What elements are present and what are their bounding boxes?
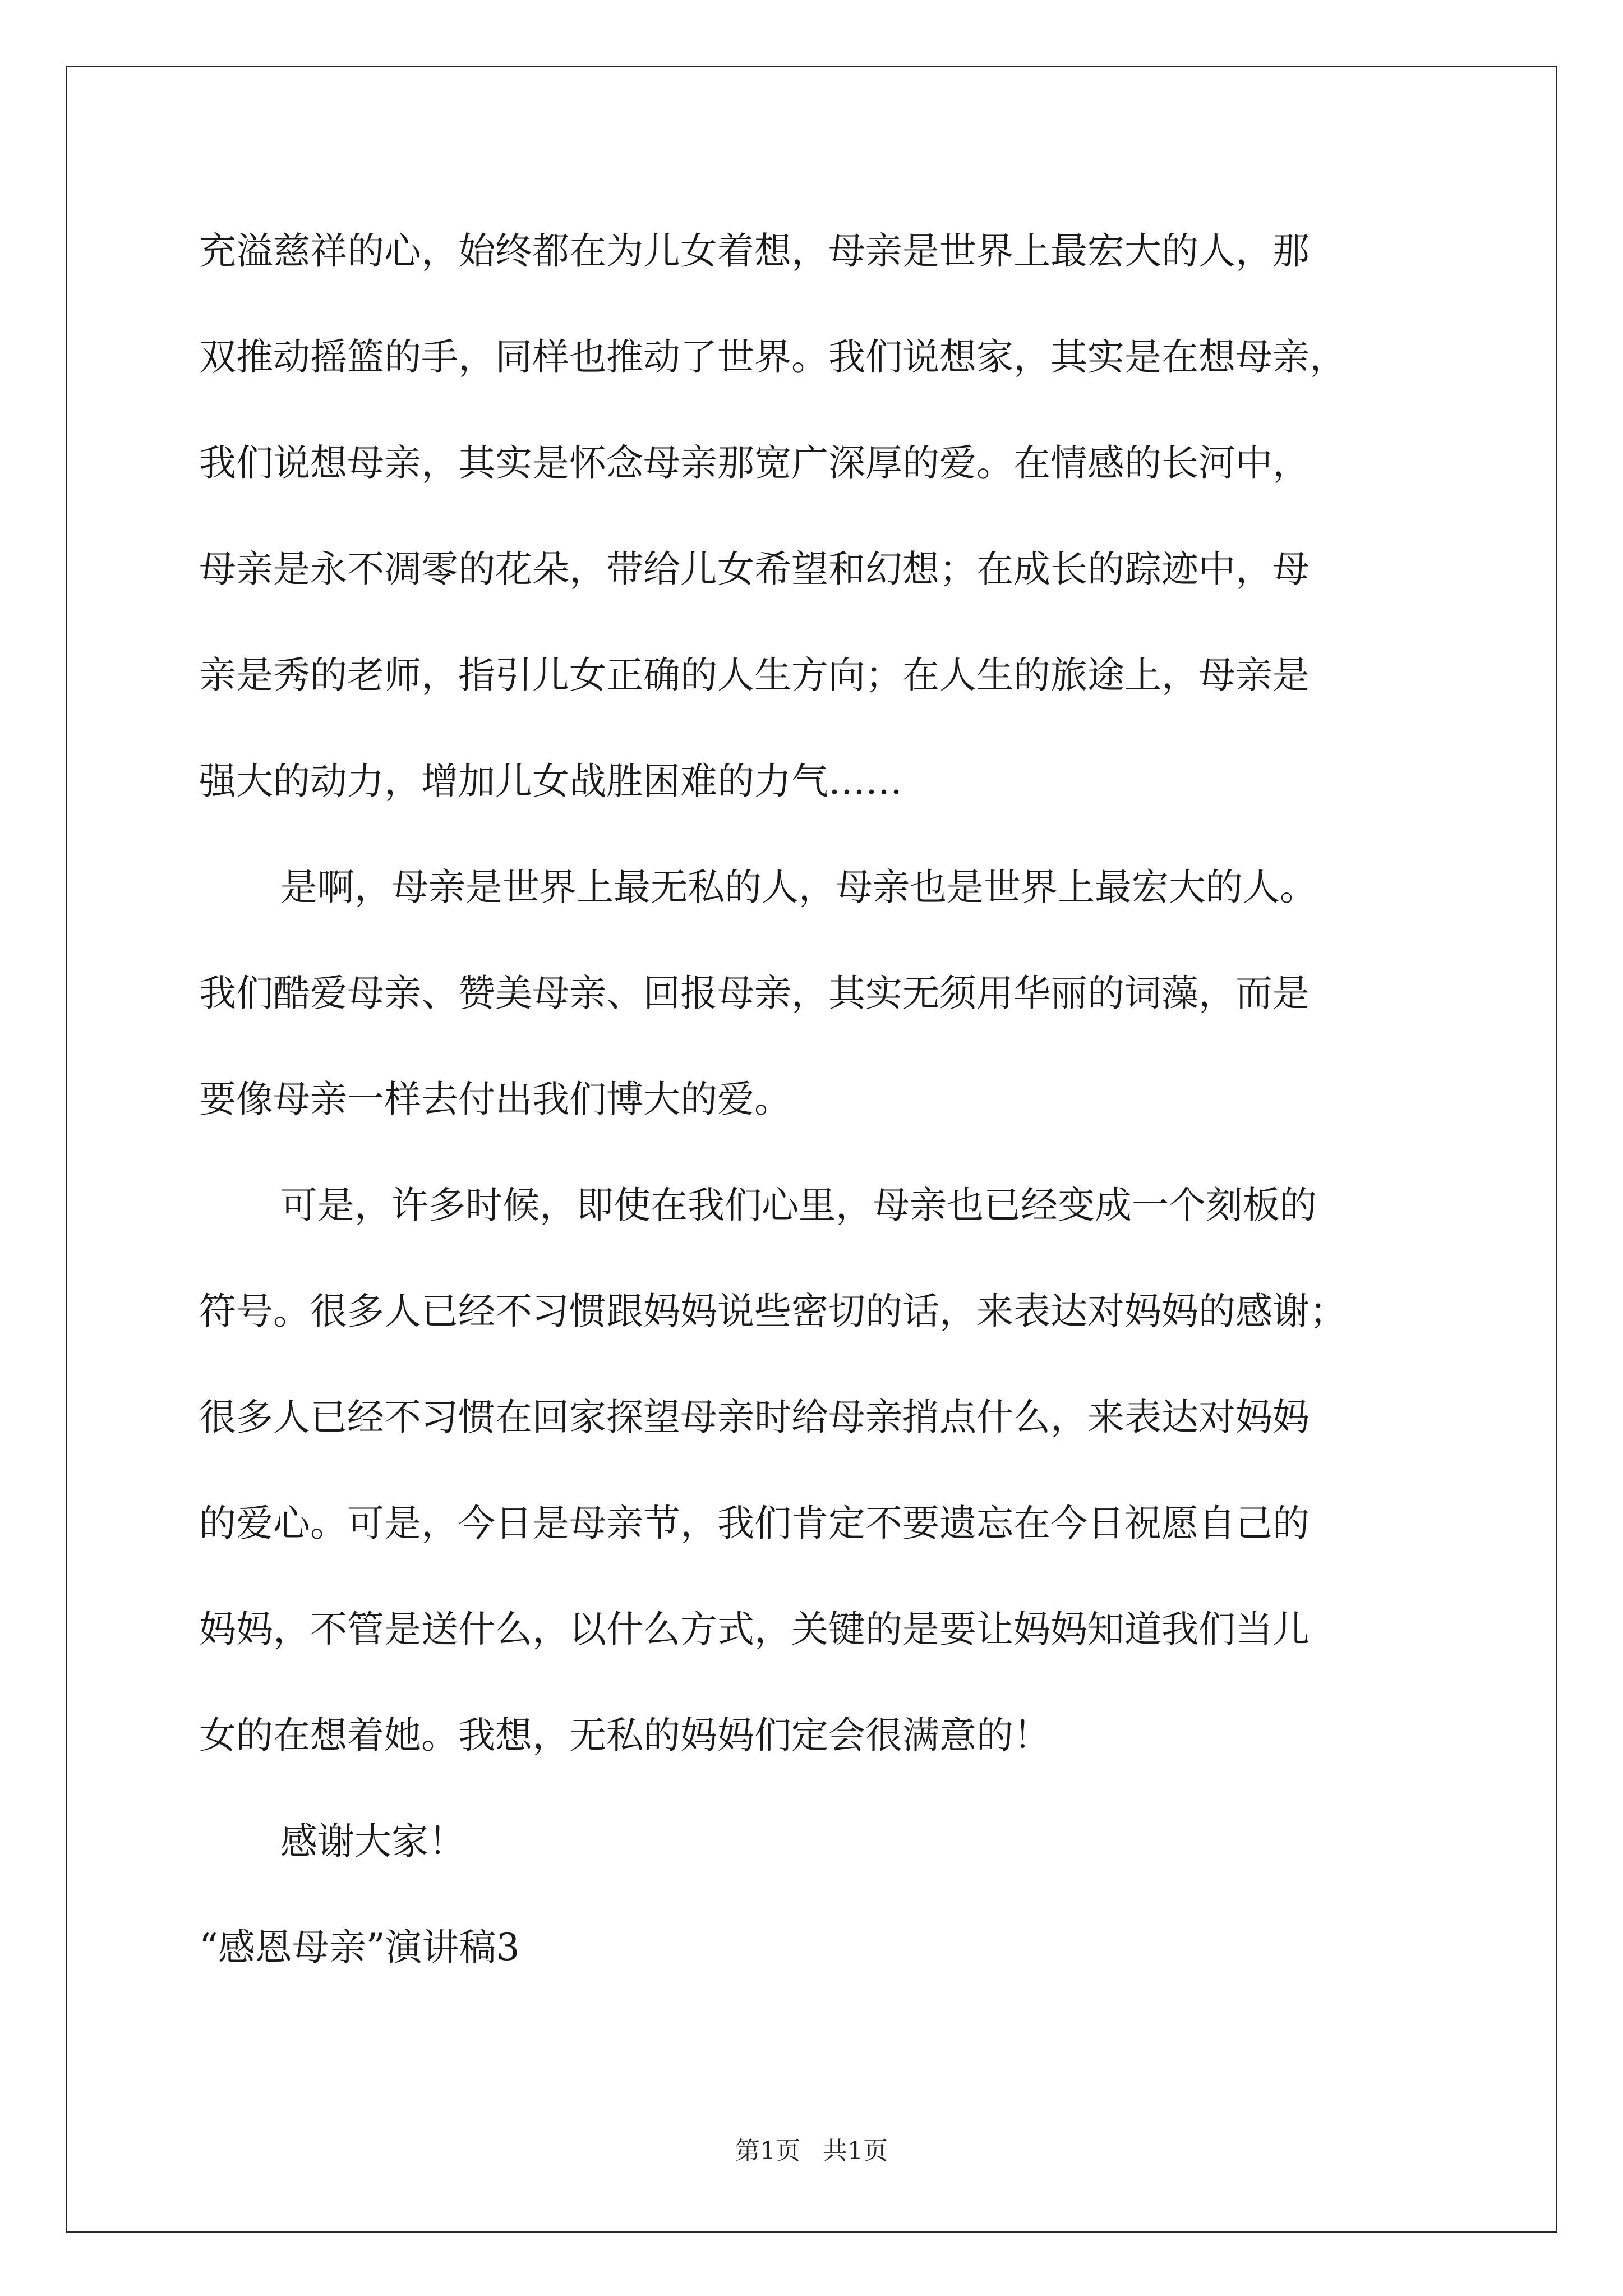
- text-line: 强大的动力，增加儿女战胜困难的力气……: [199, 760, 902, 803]
- page-total: 共1页: [823, 2137, 888, 2165]
- text-line: 母亲是永不凋零的花朵，带给儿女希望和幻想；在成长的踪迹中，母: [199, 547, 1310, 591]
- text-line: 很多人已经不习惯在回家探望母亲时给母亲捎点什么，来表达对妈妈: [199, 1396, 1310, 1439]
- text-line: 要像母亲一样去付出我们博大的爱。: [199, 1078, 791, 1121]
- text-line: 双推动摇篮的手，同样也推动了世界。我们说想家，其实是在想母亲，: [199, 335, 1347, 379]
- page-number: 第1页: [735, 2137, 800, 2165]
- page-footer: [0, 2131, 1623, 2166]
- text-line: 女的在想着她。我想，无私的妈妈们定会很满意的！: [199, 1714, 1050, 1757]
- text-line: 亲是秀的老师，指引儿女正确的人生方向；在人生的旅途上，母亲是: [199, 654, 1310, 697]
- text-line: 充溢慈祥的心，始终都在为儿女着想，母亲是世界上最宏大的人，那: [199, 229, 1310, 273]
- text-line: 妈妈，不管是送什么，以什么方式，关键的是要让妈妈知道我们当儿: [199, 1608, 1310, 1651]
- paragraph-start-line: 可是，许多时候，即使在我们心里，母亲也已经变成一个刻板的: [280, 1184, 1317, 1227]
- text-line: 符号。很多人已经不习惯跟妈妈说些密切的话，来表达对妈妈的感谢；: [199, 1290, 1347, 1333]
- paragraph-start-line: 是啊，母亲是世界上最无私的人，母亲也是世界上最宏大的人。: [280, 866, 1317, 909]
- text-line: 的爱心。可是，今日是母亲节，我们肯定不要遗忘在今日祝愿自己的: [199, 1502, 1310, 1545]
- text-line: 我们说想母亲，其实是怀念母亲那宽广深厚的爱。在情感的长河中，: [199, 441, 1310, 485]
- text-line: 我们酷爱母亲、赞美母亲、回报母亲，其实无须用华丽的词藻，而是: [199, 972, 1310, 1015]
- section-title: “感恩母亲”演讲稿3: [199, 1926, 520, 1969]
- document-body: [199, 210, 1450, 1989]
- closing-line: 感谢大家！: [280, 1820, 465, 1863]
